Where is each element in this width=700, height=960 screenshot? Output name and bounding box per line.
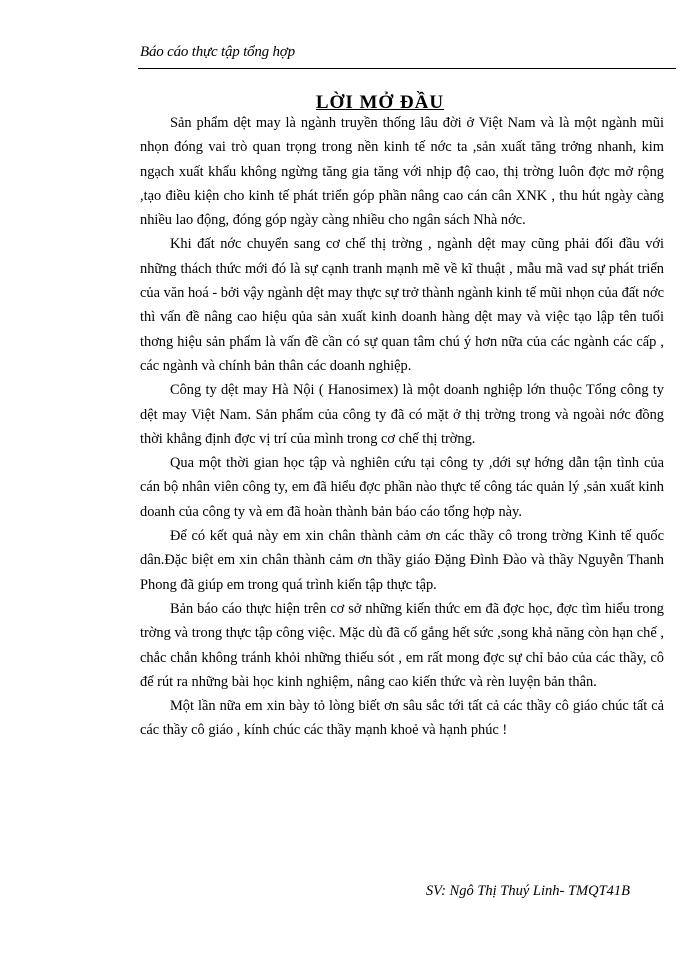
paragraph-1: Sản phẩm dệt may là ngành truyền thống lâu đời ở Việt Nam và là một ngành mũi nhọn đóng vai trò quan trọng trong nền kinh tế nớc ta ,sản xuất tăng trởng nhanh, kim ngạch xuất khẩu không ngừng tăng gia tăng với nhịp độ cao, thị trờng luôn đợc mở rộng ,tạo điều kiện cho kinh tế phát triển góp phần nâng cao cán cân XNK , thu hút ngày càng nhiều lao động, đóng góp ngày càng nhiều cho ngân sách Nhà nớc.	[140, 115, 664, 229]
paragraph-6: Bản báo cáo thực hiện trên cơ sở những kiến thức em đã đợc học, đợc tìm hiểu trong trờng và trong thực tập công việc. Mặc dù đã cố gắng hết sức ,song khả năng còn hạn chế , chắc chắn không tránh khỏi những thiếu sót , em rất mong đợc sự chỉ bảo của các thầy, cô để rút ra những bài học kinh nghiệm, nâng cao kiến thức và rèn luyện bản thân.	[140, 600, 664, 690]
paragraph-3: Công ty dệt may Hà Nội ( Hanosimex) là một doanh nghiệp lớn thuộc Tổng công ty dệt may Việt Nam. Sản phẩm của công ty đã có mặt ở thị trờng trong và ngoài nớc đồng thời khẳng định đợc vị trí của mình trong cơ chế thị trờng.	[140, 382, 664, 447]
paragraph-4: Qua một thời gian học tập và nghiên cứu tại công ty ,dới sự hớng dẫn tận tình của cán bộ nhân viên công ty, em đã hiểu đợc phần nào thực tế công tác quản lý ,sản xuất kinh doanh của công ty và em đã hoàn thành bản báo cáo tổng hợp này.	[140, 455, 664, 520]
document-title: LỜI MỞ ĐẦU	[315, 92, 445, 113]
document-body	[140, 111, 664, 743]
running-header: Báo cáo thực tập tổng hợp	[140, 44, 295, 60]
paragraph-7: Một lần nữa em xin bày tỏ lòng biết ơn sâu sắc tới tất cả các thầy cô giáo chúc tất cả các thầy cô giáo , kính chúc các thầy mạnh khoẻ và hạnh phúc !	[140, 698, 664, 739]
header-rule	[138, 68, 676, 69]
student-signature: SV: Ngô Thị Thuý Linh- TMQT41B	[425, 883, 630, 899]
paragraph-2: Khi đất nớc chuyển sang cơ chế thị trờng , ngành dệt may cũng phải đối đầu với những thách thức mới đó là sự cạnh tranh mạnh mẽ về kĩ thuật , mẫu mã vad sự phát triển của văn hoá - bởi vậy ngành dệt may thực sự trở thành ngành kinh tế mũi nhọn của đất nớc thì vấn đề nâng cao hiệu qủa sản xuất kinh doanh hàng dệt may và việc tạo lập tên tuổi thơng hiệu sản phẩm là vấn đề cần có sự quan tâm chú ý hơn nữa của các ngành các cấp , các ngành và chính bản thân các doanh nghiệp.	[140, 236, 664, 374]
paragraph-5: Để có kết quả này em xin chân thành cảm ơn các thầy cô trong trờng Kinh tế quốc dân.Đặc biệt em xin chân thành cảm ơn thầy giáo Đặng Đình Đào và thầy Nguyễn Thanh Phong đã giúp em trong quá trình kiến tập thực tập.	[140, 528, 664, 593]
